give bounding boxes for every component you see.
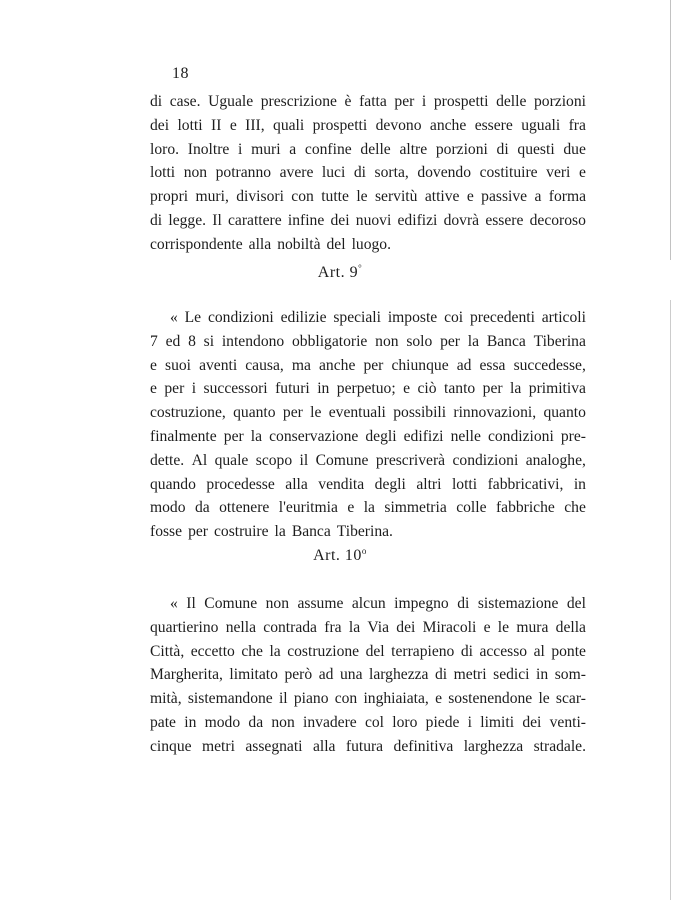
word: avere bbox=[279, 164, 314, 182]
word: costruire bbox=[213, 523, 269, 541]
word: ponte bbox=[551, 642, 586, 660]
word: porzioni bbox=[533, 93, 586, 110]
word: dette. bbox=[150, 451, 185, 469]
word: il bbox=[278, 690, 288, 708]
text-line bbox=[150, 90, 586, 114]
word: fra bbox=[568, 116, 586, 134]
word: mità, bbox=[150, 690, 182, 708]
word: costruzione bbox=[287, 642, 360, 660]
word: la bbox=[269, 642, 281, 660]
word: definitiva bbox=[393, 737, 454, 755]
word: per bbox=[394, 93, 415, 110]
word: divisori bbox=[236, 188, 284, 206]
word: prescriverà bbox=[375, 451, 446, 469]
word: futura bbox=[345, 737, 384, 755]
word: loro bbox=[392, 713, 418, 731]
word: e bbox=[578, 164, 586, 182]
word: che bbox=[564, 499, 586, 517]
text-line bbox=[150, 735, 586, 759]
word: assegnati bbox=[245, 737, 303, 755]
word: di bbox=[150, 211, 163, 229]
word: terrapieno bbox=[391, 642, 455, 660]
word: dei bbox=[150, 116, 170, 134]
word: quanto bbox=[233, 404, 276, 422]
text-line bbox=[150, 306, 586, 330]
word: nuovi bbox=[355, 211, 392, 229]
word: « bbox=[170, 309, 178, 326]
word: a bbox=[534, 188, 542, 206]
word: larghezza bbox=[463, 737, 524, 755]
word: dovrà bbox=[443, 211, 480, 229]
word: Uguale bbox=[208, 93, 254, 110]
word: condizioni bbox=[452, 451, 519, 469]
word: non bbox=[375, 332, 399, 350]
word: essere bbox=[474, 116, 513, 134]
word: decoroso bbox=[529, 211, 586, 229]
word: sistemandone bbox=[187, 690, 273, 708]
word: limitato bbox=[229, 666, 278, 684]
word: in bbox=[317, 380, 330, 398]
word: larghezza bbox=[369, 666, 429, 684]
text-line bbox=[150, 687, 586, 711]
word: una bbox=[339, 666, 363, 684]
word: pre- bbox=[560, 427, 586, 445]
word: perpetuo; bbox=[336, 380, 396, 398]
word: altre bbox=[399, 140, 428, 158]
word: costruzione, bbox=[150, 404, 226, 422]
word: fatta bbox=[359, 93, 387, 110]
text-line bbox=[150, 377, 586, 401]
text-line bbox=[150, 425, 586, 449]
word: assume bbox=[297, 595, 344, 612]
word: possibili bbox=[393, 404, 447, 422]
word: e bbox=[435, 690, 442, 708]
word: la bbox=[250, 427, 263, 445]
word: la bbox=[510, 380, 522, 398]
word: dei bbox=[396, 618, 416, 636]
word: analoghe, bbox=[525, 451, 586, 469]
word: futuri bbox=[275, 380, 310, 398]
word: questi bbox=[517, 140, 555, 158]
word: speciali bbox=[333, 309, 381, 326]
word: 7 bbox=[150, 332, 158, 350]
article-heading-ordinal: ° bbox=[358, 263, 363, 273]
word: e bbox=[483, 618, 491, 636]
word: tutte bbox=[321, 188, 349, 206]
word: dei bbox=[522, 713, 542, 731]
word: nobiltà bbox=[277, 235, 321, 253]
word: fabbricativi, bbox=[487, 475, 564, 493]
word: succedesse, bbox=[513, 356, 586, 374]
word: a bbox=[289, 140, 297, 158]
word: vendita bbox=[318, 475, 365, 493]
word: ciò bbox=[417, 380, 437, 398]
word: potranno bbox=[215, 164, 272, 182]
word: anche bbox=[319, 356, 356, 374]
word: le bbox=[310, 404, 322, 422]
text-line bbox=[150, 138, 586, 162]
word: stradale. bbox=[533, 737, 586, 755]
text-line bbox=[150, 354, 586, 378]
word: prescrizione bbox=[260, 93, 337, 110]
word: condizioni bbox=[207, 309, 274, 326]
text-line bbox=[150, 401, 586, 425]
word: lotti bbox=[150, 164, 176, 182]
word: infine bbox=[287, 211, 325, 229]
word: metri bbox=[202, 737, 235, 755]
word: ed bbox=[165, 332, 181, 350]
word: essa bbox=[479, 356, 506, 374]
word: sistemazione bbox=[477, 595, 559, 612]
word: di bbox=[150, 93, 163, 110]
word: l'euritmia bbox=[278, 499, 338, 517]
word: è bbox=[344, 93, 352, 110]
text-line bbox=[150, 449, 586, 473]
word: degli bbox=[374, 475, 406, 493]
text-line bbox=[150, 209, 586, 233]
word: i bbox=[421, 93, 427, 110]
word: la bbox=[348, 618, 361, 636]
word: e bbox=[150, 380, 157, 398]
paragraph-article-9 bbox=[150, 306, 586, 544]
text-line bbox=[150, 520, 586, 544]
word: in bbox=[184, 713, 197, 731]
word: eventuali bbox=[328, 404, 386, 422]
word: e bbox=[229, 116, 237, 134]
word: del bbox=[566, 595, 586, 612]
word: di bbox=[460, 642, 473, 660]
word: essere bbox=[485, 211, 524, 229]
word: per bbox=[482, 380, 503, 398]
word: per bbox=[188, 523, 208, 541]
paragraph-article-10 bbox=[150, 592, 586, 759]
word: col bbox=[364, 713, 385, 731]
word: Il bbox=[212, 211, 222, 229]
word: invadere bbox=[303, 713, 357, 731]
word: la bbox=[274, 523, 286, 541]
word: da bbox=[248, 713, 264, 731]
word: scar- bbox=[555, 690, 586, 708]
word: III, bbox=[245, 116, 265, 134]
word: impegno bbox=[394, 595, 449, 612]
word: confine bbox=[304, 140, 352, 158]
word: causa, bbox=[245, 356, 284, 374]
word: i bbox=[238, 140, 243, 158]
word: sostenendone bbox=[448, 690, 533, 708]
word: « bbox=[170, 595, 178, 612]
word: scopo bbox=[255, 451, 293, 469]
word: accesso bbox=[479, 642, 528, 660]
word: le bbox=[497, 618, 510, 636]
word: Banca bbox=[486, 332, 526, 350]
word: luogo. bbox=[351, 235, 391, 253]
word: Comune bbox=[315, 451, 369, 469]
article-heading-ordinal: o bbox=[361, 546, 367, 556]
word: Margherita, bbox=[150, 666, 223, 684]
word: da bbox=[194, 499, 210, 517]
word: per bbox=[164, 380, 185, 398]
word: conservazione bbox=[269, 427, 359, 445]
word: modo bbox=[150, 499, 186, 517]
word: alla bbox=[285, 475, 308, 493]
word: dei bbox=[330, 211, 350, 229]
word: loro. bbox=[150, 140, 180, 158]
word: ma bbox=[291, 356, 311, 374]
word: imposte bbox=[387, 309, 438, 326]
word: Il bbox=[186, 595, 196, 612]
word: quale bbox=[214, 451, 249, 469]
word: muri bbox=[251, 140, 281, 158]
word: Tiberina. bbox=[336, 523, 393, 541]
word: coi bbox=[444, 309, 464, 326]
word: servitù bbox=[374, 188, 418, 206]
word: di bbox=[457, 595, 470, 612]
word: alcun bbox=[351, 595, 386, 612]
word: ottenere bbox=[219, 499, 270, 517]
word: precedenti bbox=[469, 309, 535, 326]
word: obbligatorie bbox=[292, 332, 368, 350]
word: degli bbox=[365, 427, 397, 445]
word: sedici bbox=[493, 666, 530, 684]
word: Via bbox=[367, 618, 389, 636]
word: porzioni bbox=[435, 140, 488, 158]
word: le bbox=[538, 690, 550, 708]
word: di bbox=[353, 164, 366, 182]
word: per bbox=[440, 332, 461, 350]
word: prospetti bbox=[433, 93, 489, 110]
word: pate bbox=[150, 713, 176, 731]
article-heading-label: Art. 9 bbox=[317, 264, 359, 281]
word: i bbox=[467, 713, 473, 731]
word: prospetti bbox=[312, 116, 368, 134]
word: il bbox=[299, 451, 309, 469]
word: per bbox=[223, 427, 244, 445]
word: non bbox=[183, 164, 208, 182]
word: Le bbox=[184, 309, 202, 326]
text-line bbox=[150, 473, 586, 497]
word: di bbox=[496, 140, 509, 158]
word: alla bbox=[312, 737, 336, 755]
word: due bbox=[563, 140, 586, 158]
word: fra bbox=[324, 618, 342, 636]
word: uguali bbox=[521, 116, 561, 134]
word: sorta, bbox=[374, 164, 409, 182]
word: piano bbox=[293, 690, 329, 708]
word: e bbox=[150, 356, 157, 374]
word: e bbox=[403, 380, 411, 398]
article-heading-label: Art. 10 bbox=[313, 547, 362, 564]
text-line bbox=[150, 663, 586, 687]
word: solo bbox=[406, 332, 433, 350]
word: non bbox=[265, 595, 290, 612]
word: metri bbox=[453, 666, 487, 684]
word: ad bbox=[318, 666, 334, 684]
word: fabbriche bbox=[495, 499, 555, 517]
word: successori bbox=[203, 380, 268, 398]
word: quando bbox=[150, 475, 196, 493]
word: case. bbox=[169, 93, 201, 110]
word: anche bbox=[429, 116, 467, 134]
word: Miracoli bbox=[422, 618, 477, 636]
word: articoli bbox=[541, 309, 586, 326]
word: e bbox=[347, 499, 355, 517]
word: passive bbox=[481, 188, 528, 206]
word: intendono bbox=[221, 332, 285, 350]
word: che bbox=[241, 642, 263, 660]
word: e bbox=[466, 188, 474, 206]
word: si bbox=[203, 332, 215, 350]
word: primitiva bbox=[528, 380, 586, 398]
word: chiunque bbox=[391, 356, 449, 374]
word: finalmente bbox=[150, 427, 217, 445]
word: al bbox=[533, 642, 545, 660]
word: inghiaiata, bbox=[363, 690, 429, 708]
text-line bbox=[150, 233, 586, 257]
word: piede bbox=[425, 713, 460, 731]
word: suoi bbox=[165, 356, 191, 374]
word: non bbox=[271, 713, 295, 731]
word: II bbox=[211, 116, 222, 134]
word: ad bbox=[456, 356, 472, 374]
word: propri bbox=[150, 188, 189, 206]
word: forma bbox=[548, 188, 586, 206]
word: tanto bbox=[444, 380, 476, 398]
word: alla bbox=[248, 235, 272, 253]
word: Banca bbox=[291, 523, 331, 541]
text-line bbox=[150, 161, 586, 185]
page-edge-line bbox=[670, 0, 671, 900]
article-heading-9 bbox=[0, 263, 680, 282]
text-line bbox=[150, 496, 586, 520]
word: condizioni bbox=[487, 427, 554, 445]
word: quartierino bbox=[150, 618, 219, 636]
text-line bbox=[150, 616, 586, 640]
word: Comune bbox=[204, 595, 258, 612]
text-line bbox=[150, 640, 586, 664]
word: quali bbox=[273, 116, 305, 134]
word: mura bbox=[516, 618, 549, 636]
word: in bbox=[536, 666, 549, 684]
word: veri bbox=[546, 164, 571, 182]
word: modo bbox=[204, 713, 241, 731]
text-line bbox=[150, 711, 586, 735]
word: legge. bbox=[168, 211, 207, 229]
word: i bbox=[191, 380, 197, 398]
word: del bbox=[326, 235, 346, 253]
word: per bbox=[282, 404, 303, 422]
word: le bbox=[356, 188, 368, 206]
word: del bbox=[365, 642, 385, 660]
word: limiti bbox=[480, 713, 515, 731]
word: in bbox=[573, 475, 586, 493]
word: procedesse bbox=[206, 475, 275, 493]
word: rinnovazioni, bbox=[453, 404, 537, 422]
word: devono bbox=[375, 116, 422, 134]
text-line bbox=[150, 330, 586, 354]
word: edifizi bbox=[397, 211, 438, 229]
word: Al bbox=[191, 451, 208, 469]
word: Inoltre bbox=[187, 140, 230, 158]
word: simmetria bbox=[384, 499, 447, 517]
word: Città, bbox=[150, 642, 185, 660]
word: corrispondente bbox=[150, 235, 243, 253]
word: della bbox=[555, 618, 586, 636]
word: eccetto bbox=[190, 642, 235, 660]
word: delle bbox=[496, 93, 527, 110]
word: som- bbox=[554, 666, 586, 684]
word: 8 bbox=[188, 332, 196, 350]
word: Tiberina bbox=[533, 332, 586, 350]
word: costituire bbox=[479, 164, 538, 182]
text-line bbox=[150, 114, 586, 138]
word: nelle bbox=[450, 427, 481, 445]
word: la bbox=[467, 332, 480, 350]
word: con bbox=[334, 690, 358, 708]
word: venti- bbox=[549, 713, 586, 731]
word: edifizi bbox=[403, 427, 444, 445]
text-line bbox=[150, 592, 586, 616]
article-heading-10 bbox=[0, 546, 680, 565]
word: edilizie bbox=[280, 309, 327, 326]
word: quanto bbox=[543, 404, 586, 422]
word: cinque bbox=[150, 737, 192, 755]
word: dovendo bbox=[417, 164, 472, 182]
word: fosse bbox=[150, 523, 183, 541]
word: di bbox=[435, 666, 448, 684]
page-number: 18 bbox=[172, 65, 189, 82]
word: muri, bbox=[195, 188, 229, 206]
word: con bbox=[291, 188, 314, 206]
word: nella bbox=[225, 618, 257, 636]
text-line bbox=[150, 185, 586, 209]
word: però bbox=[284, 666, 313, 684]
paragraph-continuation bbox=[150, 90, 586, 257]
word: la bbox=[363, 499, 375, 517]
word: attive bbox=[424, 188, 460, 206]
word: delle bbox=[360, 140, 391, 158]
word: lotti bbox=[177, 116, 203, 134]
word: luci bbox=[321, 164, 346, 182]
word: aventi bbox=[199, 356, 238, 374]
word: lotti bbox=[451, 475, 478, 493]
word: per bbox=[363, 356, 384, 374]
word: colle bbox=[456, 499, 487, 517]
word: carattere bbox=[228, 211, 282, 229]
word: altri bbox=[416, 475, 442, 493]
word: contrada bbox=[263, 618, 317, 636]
